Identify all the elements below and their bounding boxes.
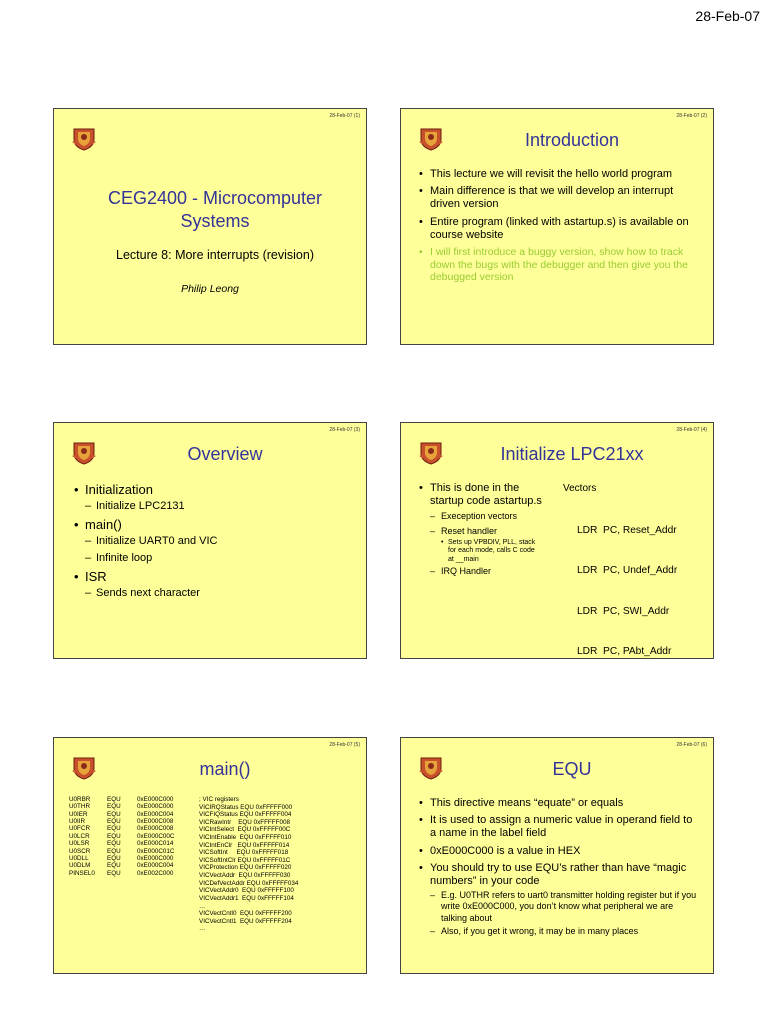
register-directive: EQU: [107, 825, 121, 833]
sub-item: – Exeception vectors: [430, 511, 547, 522]
vic-register-line: VICVectCntl1 EQU 0xFFFFF204: [199, 917, 292, 925]
slide-title: EQU: [552, 759, 592, 779]
slide-header: 28-Feb-07 (2): [676, 113, 707, 119]
register-row: [69, 870, 199, 877]
register-directive: EQU: [107, 847, 121, 855]
page-date: 28-Feb-07: [695, 8, 760, 24]
slide-4: [400, 422, 714, 659]
register-address: 0xE000C00C: [137, 832, 175, 840]
slide-3: [53, 422, 367, 659]
register-row: [69, 818, 199, 825]
sub-item: – Initialize LPC2131: [85, 500, 352, 514]
register-name: U0THR: [69, 803, 90, 811]
vic-register-line: VICVectCntl0 EQU 0xFFFFF200: [199, 910, 292, 918]
slide-header: 28-Feb-07 (6): [676, 742, 707, 748]
sub-item: – E.g. U0THR refers to uart0 transmitter holding register but if you write 0xE000C000, you don’t know what peripheral we are talking about: [430, 890, 701, 924]
vic-register-line: VICIRQStatus EQU 0xFFFFF000: [199, 803, 293, 811]
register-row: [69, 833, 199, 840]
register-address: 0xE000C004: [137, 862, 174, 870]
register-directive: EQU: [107, 854, 121, 862]
slide-subtitle: Lecture 8: More interrupts (revision): [116, 248, 314, 262]
sub-item: [430, 526, 547, 564]
vic-register-line: …: [199, 902, 206, 910]
vector-line: LDR PC, SWI_Addr: [577, 605, 670, 617]
sub-list: [85, 535, 352, 566]
bullet-text: You should try to use EQU’s rather than have “magic numbers” in your code: [430, 861, 687, 887]
register-directive: EQU: [107, 796, 121, 803]
register-name: U0FCR: [69, 825, 90, 833]
register-address: 0xE000C000: [137, 854, 174, 862]
bullet-item: • Main difference is that we will develop an interrupt driven version: [419, 185, 699, 211]
bullet-text: Initialization: [85, 482, 153, 497]
slide-header: 28-Feb-07 (5): [329, 742, 360, 748]
sub-list: [430, 511, 547, 577]
register-row: [69, 848, 199, 855]
register-name: U0SCR: [69, 847, 91, 855]
register-address: 0xE000C000: [137, 803, 174, 811]
vic-register-line: VICProtection EQU 0xFFFFF020: [199, 864, 292, 872]
register-directive: EQU: [107, 869, 121, 877]
register-directive: EQU: [107, 810, 121, 818]
subsub-item: • Sets up VPBDIV, PLL, stack for each mode, calls C code at __main: [441, 539, 541, 564]
bullet-list: [419, 797, 701, 937]
slide-title: Introduction: [524, 130, 620, 150]
vectors-label: Vectors: [563, 483, 597, 494]
register-address: 0xE000C000: [137, 796, 174, 803]
bullet-list: [74, 482, 352, 601]
sub-item: – Infinite loop: [85, 552, 352, 566]
register-row: [69, 803, 199, 810]
university-crest-icon: [71, 126, 97, 152]
bullet-item: [74, 569, 352, 600]
register-row: [69, 825, 199, 832]
slide-header: 28-Feb-07 (3): [329, 427, 360, 433]
sub-item-text: Reset handler: [441, 525, 498, 536]
register-row: [69, 862, 199, 869]
bullet-item: [419, 862, 701, 937]
vic-register-line: VICSoftIntClr EQU 0xFFFFF01C: [199, 856, 291, 864]
bullet-item: • This lecture we will revisit the hello world program: [419, 168, 699, 181]
register-address: 0xE000C004: [137, 810, 174, 818]
bullet-text: main(): [85, 517, 122, 533]
vic-register-line: VICIntEnable EQU 0xFFFFF010: [199, 834, 292, 842]
slide-5: [53, 737, 367, 974]
vector-line: LDR PC, Reset_Addr: [577, 524, 677, 536]
sub-list: [85, 500, 352, 514]
register-name: PINSEL0: [69, 869, 95, 877]
register-row: [69, 811, 199, 818]
register-directive: EQU: [107, 818, 121, 826]
slide-6: [400, 737, 714, 974]
register-row: [69, 796, 199, 803]
register-name: U0RBR: [69, 796, 91, 803]
sub-list: [430, 890, 701, 937]
vic-register-line: ; VIC registers: [199, 796, 239, 803]
uart-register-table: [69, 796, 199, 877]
register-name: U0DLM: [69, 862, 91, 870]
sub-list: [85, 587, 352, 601]
bullet-list: [419, 168, 699, 284]
register-name: U0IER: [69, 810, 88, 818]
register-name: U0LSR: [69, 840, 90, 848]
bullet-item: [74, 482, 352, 513]
vic-register-line: VICDefVectAddr EQU 0xFFFFF034: [199, 879, 299, 887]
bullet-item: • This directive means “equate” or equals: [419, 797, 701, 810]
vic-register-line: VICIntSelect EQU 0xFFFFF00C: [199, 826, 291, 834]
sub-item: – Sends next character: [85, 587, 352, 601]
vector-table: [577, 497, 686, 659]
bullet-item: [74, 517, 352, 565]
slide-header: 28-Feb-07 (1): [329, 113, 360, 119]
register-name: U0DLL: [69, 854, 89, 862]
vic-register-line: VICSoftInt EQU 0xFFFFF018: [199, 849, 289, 857]
register-address: 0xE002C000: [137, 869, 174, 877]
register-directive: EQU: [107, 862, 121, 870]
bullet-text: ISR: [85, 569, 107, 585]
register-address: 0xE000C008: [137, 825, 174, 833]
slide-author: Philip Leong: [181, 283, 239, 295]
bullet-item: • Entire program (linked with astartup.s) is available on course website: [419, 216, 699, 242]
vic-register-line: VICFIQStatus EQU 0xFFFFF004: [199, 811, 292, 819]
register-name: U0IIR: [69, 818, 86, 826]
slide-title: Overview: [187, 444, 263, 464]
vic-register-line: VICVectAddr0 EQU 0xFFFFF100: [199, 887, 294, 895]
register-name: U0LCR: [69, 832, 90, 840]
slide-header: 28-Feb-07 (4): [676, 427, 707, 433]
slide-1: [53, 108, 367, 345]
vic-register-line: …: [199, 925, 206, 933]
slide-title: Initialize LPC21xx: [500, 444, 644, 464]
register-row: [69, 840, 199, 847]
register-row: [69, 855, 199, 862]
vector-line: LDR PC, PAbt_Addr: [577, 645, 672, 657]
register-address: 0xE000C008: [137, 818, 174, 826]
vic-register-line: VICRawIntr EQU 0xFFFFF008: [199, 818, 290, 826]
slide-title: main(): [199, 759, 251, 779]
vic-register-list: [199, 796, 298, 933]
slide-title: CEG2400 - Microcomputer Systems: [107, 188, 323, 232]
vic-register-line: VICIntEnClr EQU 0xFFFFF014: [199, 841, 290, 849]
sub-item: – IRQ Handler: [430, 566, 547, 577]
bullet-list: [419, 482, 547, 577]
bullet-item: [419, 482, 547, 577]
sub-item: – Initialize UART0 and VIC: [85, 535, 352, 549]
register-directive: EQU: [107, 832, 121, 840]
register-address: 0xE000C014: [137, 840, 174, 848]
register-directive: EQU: [107, 803, 121, 811]
bullet-item-highlight: • I will first introduce a buggy version, show how to track down the bugs with the debugger and then give you the debugged version: [419, 246, 699, 284]
sub-item: – Also, if you get it wrong, it may be in many places: [430, 926, 701, 937]
register-address: 0xE000C01C: [137, 847, 175, 855]
vector-line: LDR PC, Undef_Addr: [577, 565, 678, 577]
bullet-text: This is done in the startup code astartup.s: [430, 482, 542, 508]
subsub-list: [441, 539, 541, 564]
vic-register-line: VICVectAddr EQU 0xFFFFF030: [199, 872, 291, 880]
register-directive: EQU: [107, 840, 121, 848]
vic-register-line: VICVectAddr1 EQU 0xFFFFF104: [199, 894, 294, 902]
bullet-item: • It is used to assign a numeric value in operand field to a name in the label field: [419, 814, 701, 840]
bullet-item: • 0xE000C000 is a value in HEX: [419, 845, 701, 858]
slide-2: [400, 108, 714, 345]
